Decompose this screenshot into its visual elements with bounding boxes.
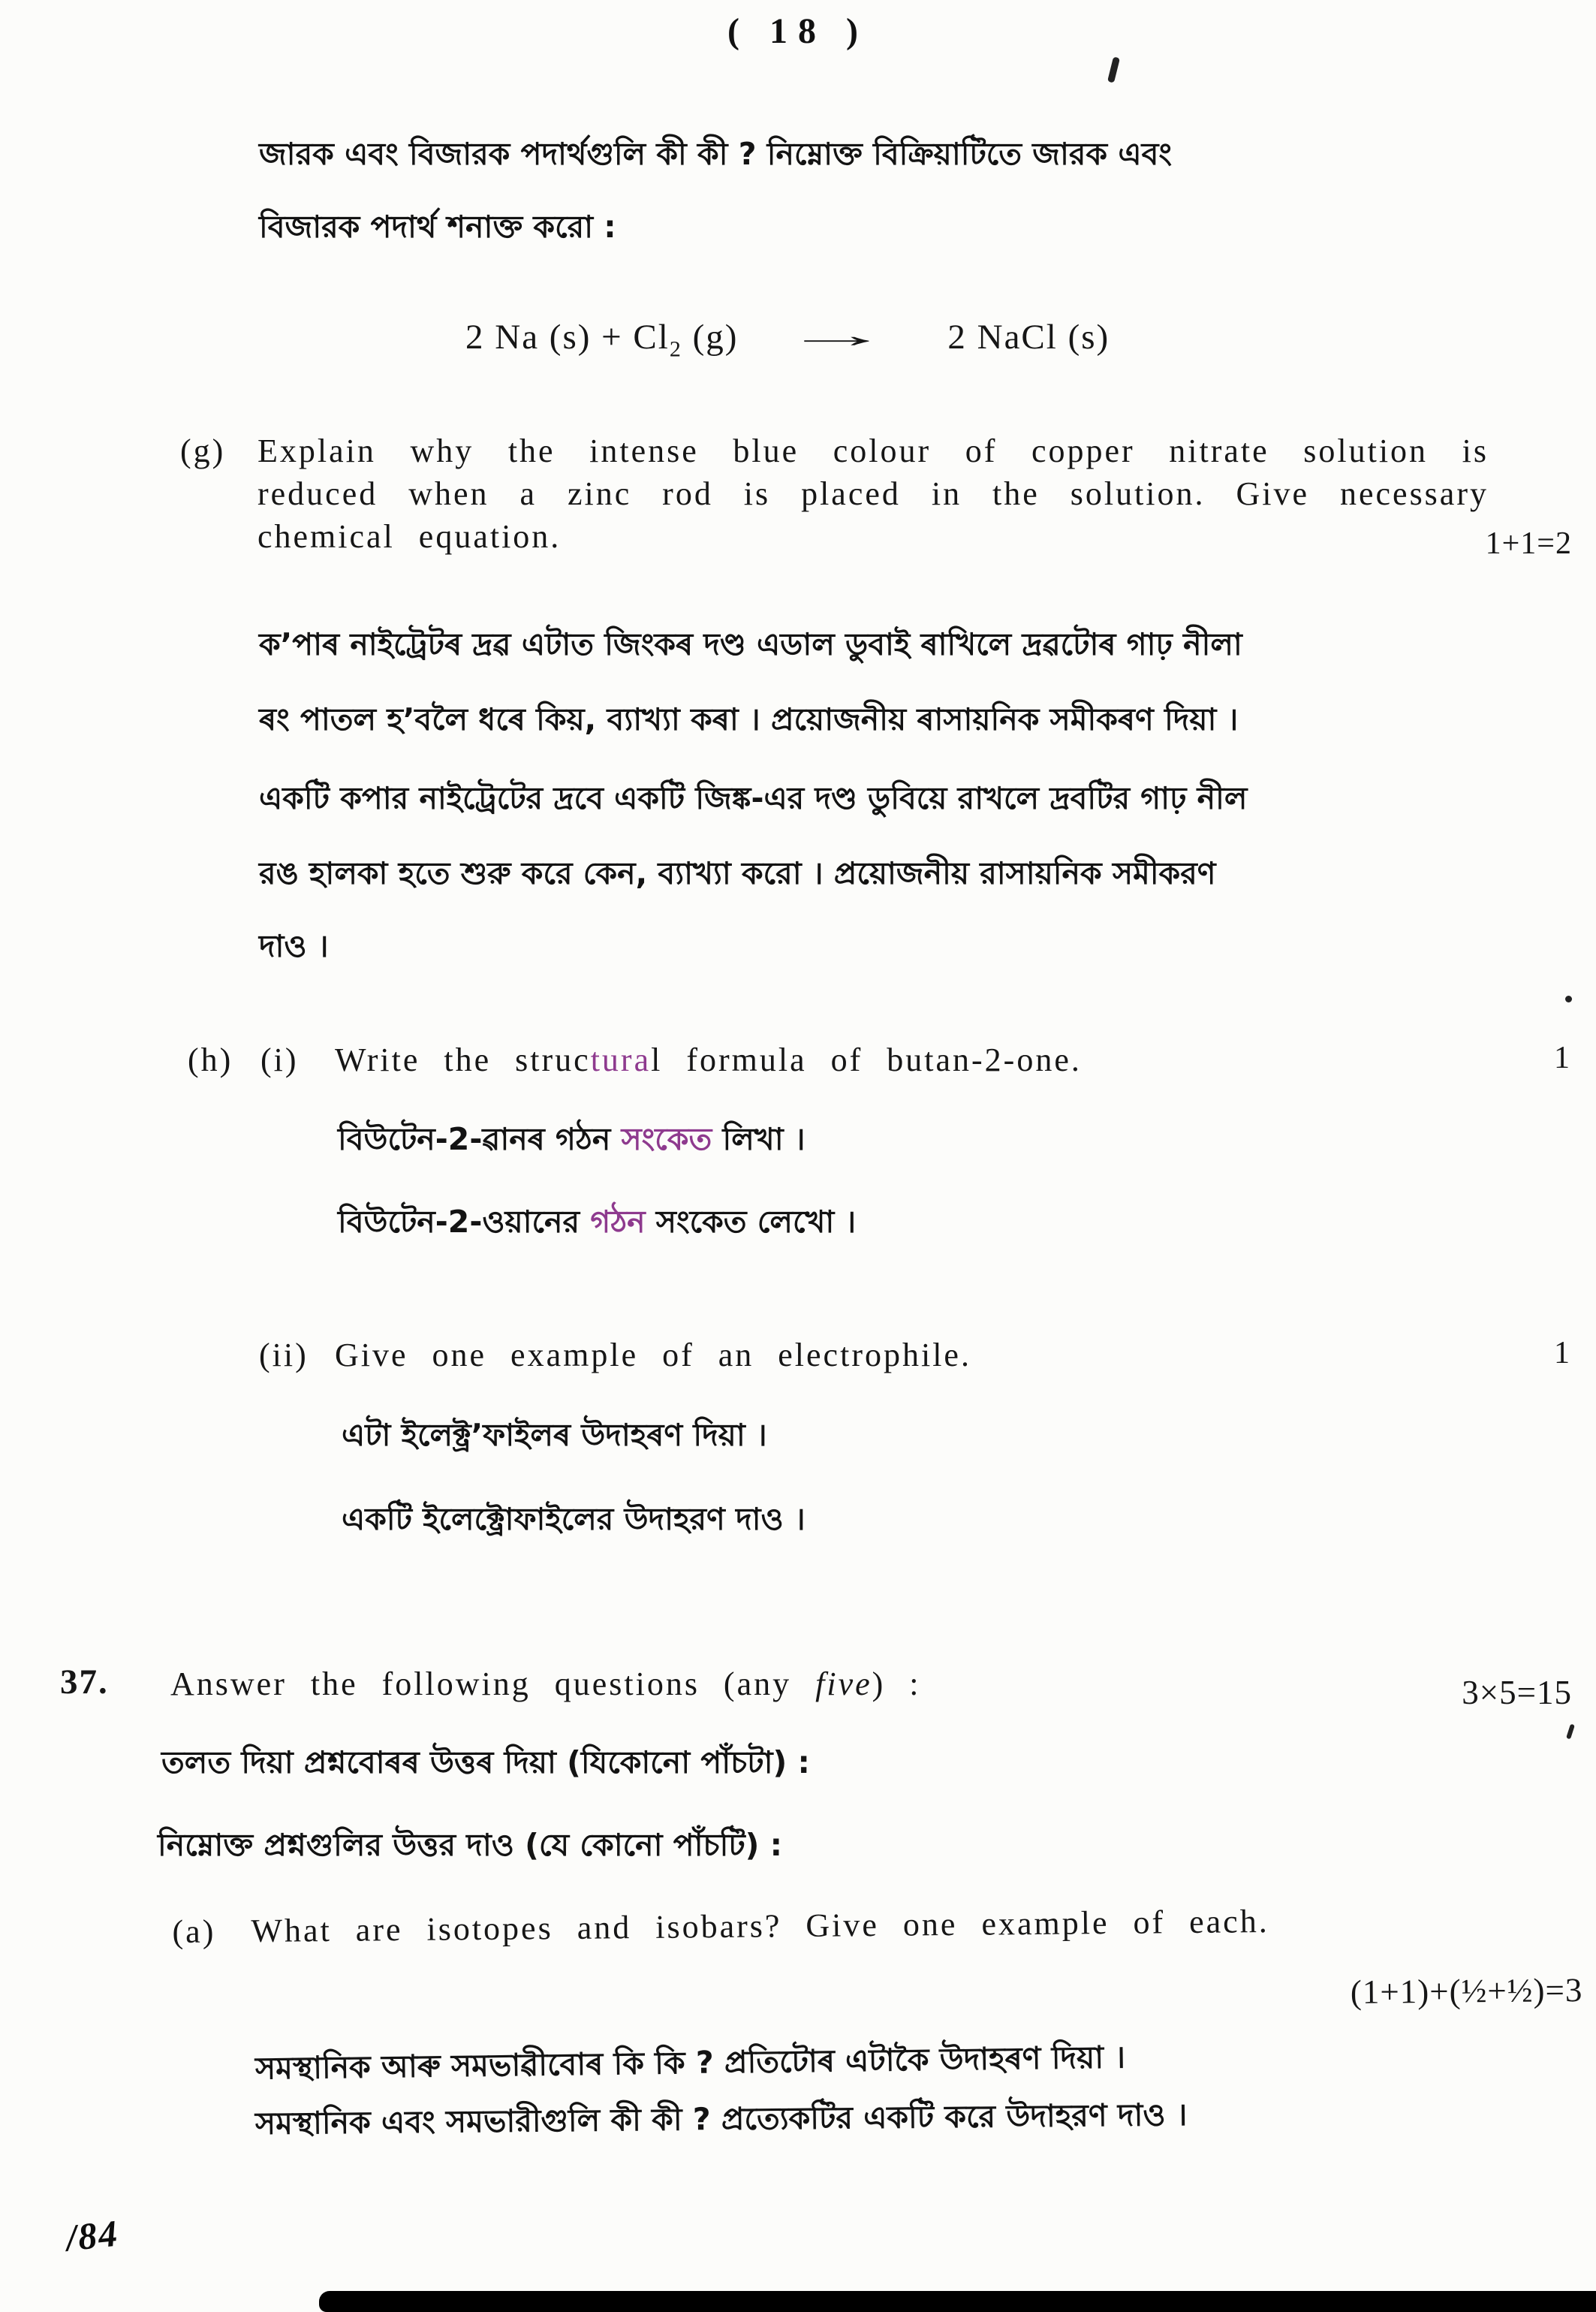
intro-text-line-1: জারক এবং বিজারক পদার্থগুলি কী কী ? নিম্নোক্ত বিক্রিয়াটিতে জারক এবং <box>259 136 1173 172</box>
question-g-marks: 1+1=2 <box>1485 526 1572 561</box>
question-37-text-as: তলত দিয়া প্রশ্নবোৰৰ উত্তৰ দিয়া (যিকোনো পাঁচটা) : <box>161 1744 810 1780</box>
scan-speck-middle <box>1565 996 1572 1002</box>
question-h-ii-text-as: এটা ইলেক্ট্র’ফাইলৰ উদাহৰণ দিয়া । <box>342 1417 767 1453</box>
question-h-i-label: (i) <box>260 1041 299 1078</box>
question-37a-text-as: সমস্থানিক আৰু সমভাৱীবোৰ কি কি ? প্রতিটোৰ এটাকৈ উদাহৰণ দিয়া । <box>254 2039 1126 2087</box>
question-37a-text-en: What are isotopes and isobars? Give one example of each. <box>251 1902 1269 1950</box>
intro-text-line-2: বিজারক পদার্থ শনাক্ত করো : <box>259 209 616 245</box>
question-h-i-text-en <box>335 1038 1082 1081</box>
question-37a-label: (a) <box>172 1913 216 1951</box>
question-g-text-en: Explain why the intense blue colour of copper nitrate solution is reduced when a zinc rod is placed in the solution. Give necessary chemical equation. <box>257 433 1489 555</box>
question-h-i-bn-tinted: গঠন <box>590 1204 646 1240</box>
equation-lhs-state: (g) <box>682 318 739 357</box>
equation-subscript: 2 <box>669 336 682 362</box>
question-37-text-en <box>170 1662 921 1705</box>
question-h-i-text-en-pre: Write the struc <box>335 1041 591 1078</box>
question-g <box>180 430 1578 562</box>
question-h-ii-text-bn: একটি ইলেক্ট্রোফাইলের উদাহরণ দাও । <box>342 1501 806 1537</box>
question-h-label: (h) <box>188 1041 233 1078</box>
question-g-text-bn-line-3: দাও । <box>259 928 329 964</box>
question-g-text-as-line-1: ক’পাৰ নাইট্ৰেটৰ দ্ৰৱ এটাত জিংকৰ দণ্ড এডাল ডুবাই ৰাখিলে দ্ৰৱটোৰ গাঢ় নীলা <box>259 626 1242 662</box>
question-h-ii-text-en: Give one example of an electrophile. <box>335 1337 971 1373</box>
question-37-text-bn: নিম্নোক্ত প্রশ্নগুলির উত্তর দাও (যে কোনো পাঁচটি) : <box>158 1827 783 1863</box>
question-37a-marks: (1+1)+(½+½)=3 <box>1350 1970 1583 2011</box>
question-h-i-bn-post: সংকেত লেখো । <box>645 1204 857 1240</box>
question-h-i <box>188 1038 1578 1084</box>
question-h-ii-marks: 1 <box>1554 1336 1570 1370</box>
scan-speck-top <box>1107 56 1120 83</box>
question-37-text-en-pre: Answer the following questions (any <box>170 1665 816 1702</box>
question-h-ii <box>259 1334 1578 1379</box>
page-number: ( 18 ) <box>727 11 869 51</box>
question-h-i-text-en-post: l formula of butan-2-one. <box>651 1041 1082 1078</box>
question-g-text-bn-line-2: রঙ হালকা হতে শুরু করে কেন, ব্যাখ্যা করো । প্রয়োজনীয় রাসায়নিক সমীকরণ <box>259 855 1216 891</box>
chemical-equation <box>465 317 1110 362</box>
question-h-ii-label: (ii) <box>259 1337 309 1373</box>
question-37a-text-bn: সমস্থানিক এবং সমভারীগুলি কী কী ? প্রত্যেকটির একটি করে উদাহরণ দাও । <box>254 2096 1188 2142</box>
question-h-i-text-bn <box>338 1203 856 1241</box>
question-37a <box>172 1897 1583 2038</box>
equation-rhs: 2 NaCl (s) <box>947 318 1110 357</box>
reaction-arrow-icon: → <box>781 316 896 355</box>
equation-lhs: 2 Na (s) + Cl <box>465 318 670 357</box>
question-g-text-bn-line-1: একটি কপার নাইট্রেটের দ্রবে একটি জিঙ্ক-এর দণ্ড ডুবিয়ে রাখলে দ্রবটির গাঢ় নীল <box>259 780 1248 816</box>
question-37 <box>60 1661 1572 1709</box>
question-h-i-as-post: লিখা । <box>712 1121 806 1157</box>
question-g-text-as-line-2: ৰং পাতল হ’বলৈ ধৰে কিয়, ব্যাখ্যা কৰা । প্ৰয়োজনীয় ৰাসায়নিক সমীকৰণ দিয়া । <box>259 701 1239 737</box>
scan-speck-lower <box>1566 1724 1575 1740</box>
question-g-label: (g) <box>180 433 226 469</box>
question-h-i-marks: 1 <box>1554 1041 1570 1075</box>
question-h-i-bn-pre: বিউটেন-2-ওয়ানের <box>338 1204 591 1240</box>
question-h-i-as-tinted: সংকেত <box>621 1121 712 1157</box>
question-37-marks: 3×5=15 <box>1462 1674 1572 1711</box>
question-h-i-as-pre: বিউটেন-2-ৱানৰ গঠন <box>338 1121 622 1157</box>
question-h-i-text-as <box>338 1120 806 1159</box>
question-h-i-text-en-tinted: tura <box>590 1041 652 1078</box>
scan-edge-bar <box>319 2291 1596 2312</box>
paper-code: /84 <box>64 2211 121 2259</box>
question-37-number: 37. <box>60 1662 109 1702</box>
question-37-text-en-post: ) : <box>872 1665 921 1702</box>
question-37-text-en-italic: five <box>815 1665 872 1702</box>
